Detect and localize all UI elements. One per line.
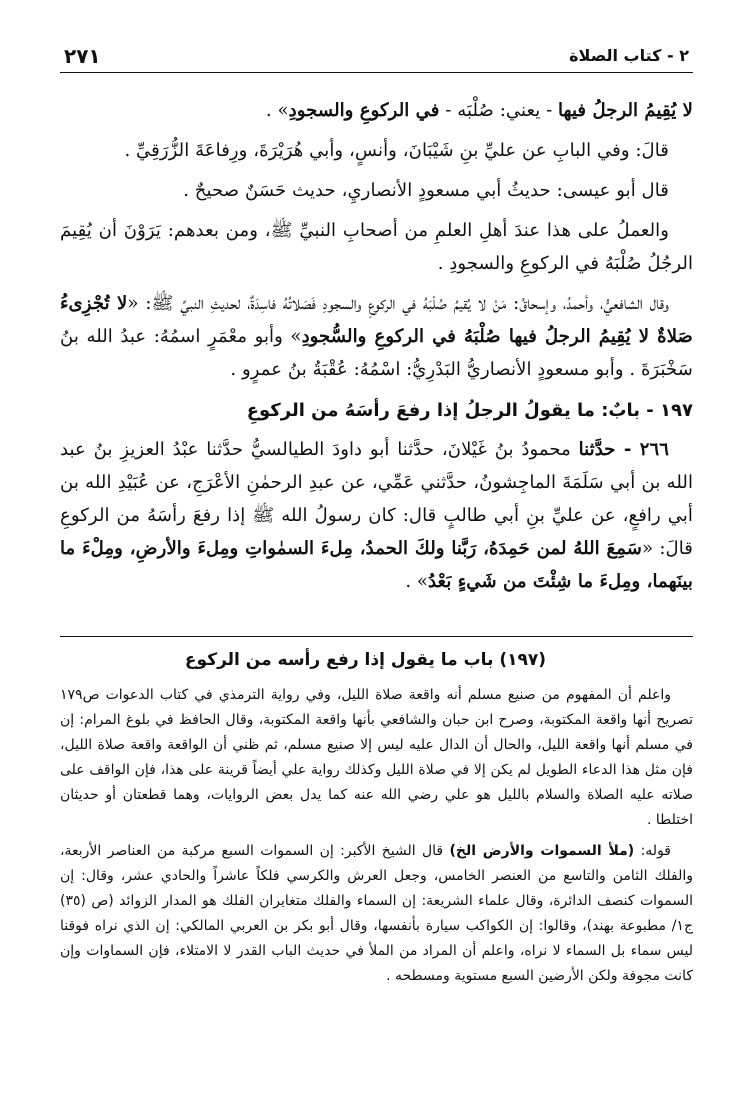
main-paragraph <box>60 94 693 127</box>
commentary-lemma: (ملأ السموات والأرض الخ) <box>449 843 635 859</box>
main-paragraph: قال أبو عيسى: حديثُ أبي مسعودٍ الأنصاريِ، حديث حَسَنٌ صحيحٌ . <box>183 180 669 201</box>
inline-text: » . <box>405 571 429 592</box>
main-text <box>60 94 693 605</box>
commentary-paragraph <box>60 839 693 989</box>
commentary-paragraph: واعلم أن المفهوم من صنيع مسلم أنه واقعة صلاة الليل، وفي رواية الترمذي في كتاب الدعوات ص١٧٩ تصريح أنها واقعة المكتوبة، وصرح ابن حبان والشافعي بأنها واقعة المكتوبة، وقال الحافظ في بلوغ المرام: إن في مسلم أنها واقعة الليل، والحال أن الدال عليه ليس إلا صنيع مسلم، ثم ظني أن الواقعة واقعة صلاة الليل، فإن مثل هذا الدعاء الطويل لم يكن إلا في صلاة الليل وكذلك رواية علي أيضاً قرينة على هذا، فإن الواقف على صلاته عليه الصلاة والسلام بالليل هو علي رضي الله عنه كما يدل بعض الروايات، وهما قطعتان أو حديثان اختلطا . <box>60 687 693 828</box>
running-header <box>60 42 693 73</box>
chapter-heading: ١٩٧ - بابٌ: ما يقولُ الرجلُ إذا رفعَ رأسَهُ من الركوعِ <box>246 400 693 421</box>
inline-text: قوله: <box>634 843 671 859</box>
inline-text: » وأبو معْمَرٍ اسمُهُ: عبدُ الله بنُ سَخْبَرَةَ . وأبو مسعودٍ الأنصاريُّ البَدْرِيُّ: اسْمُهُ: عُقْبَةُ بنُ عمرٍو . <box>60 326 693 380</box>
inline-text: وقال الشافعيُّ، وأحمدُ، وإسحاقُ: مَنْ لا يُقيمُ صُلْبَهُ في الركوعِ والسجودِ فَصَلاتُهُ فاسِدَةٌ، لحديثِ النبيِّ ﷺ: « <box>127 293 669 314</box>
hadith-isnad: محمودُ بنُ غَيْلانَ، حدَّثنا أبو داودَ الطيالسيُّ حدَّثنا عبْدُ العزيزِ بنُ عبد الله بن أبي سَلَمَةَ الماجِشونُ، حدَّثني عَمِّي، عن عبدِ الرحمٰنِ الأعْرَجِ، عن عُبَيْدِ الله بن أبي رافعٍ، عن عليِّ بنِ أبي طالبٍ قال: كان رسولُ الله ﷺ إذا رفعَ رأسَهُ من الركوعِ قالَ: « <box>60 439 693 559</box>
inline-text: قال الشيخ الأكبر: إن السموات السبع مركبة من العناصر الأربعة، والفلك الثامن والتاسع من العنصر الخامس، وجعل العرش والكرسي فلكاً عاشراً والحادي عشر، وقال: إن السموات كنصف الدائرة، وقال علماء الشريعة: إن السماء والفلك متغايران الفلك هو المدار الزوائد (ص (٣٥) ج١/ مطبوعة بهند)، وقالوا: إن الكواكب سيارة بأنفسها، وقال أبو بكر بن العربي المالكي: إن الذي نراه فوقنا ليس سماء بل السماء لا نراه، واعلم أن المراد من الملأ في حديث الباب القدر لا الامتلاء، فإن السماوات وإن كانت مجوفة ولكن الأرضين السبع مستوية ومسطحه . <box>60 843 693 984</box>
commentary-title: (١٩٧) باب ما يقول إذا رفع رأسه من الركوع <box>184 650 547 670</box>
main-paragraph: قالَ: وفي البابِ عن عليِّ بنِ شَيْبَانَ، وأنسٍ، وأبي هُرَيْرَةَ، ورِفاعَةَ الزُّرَقِيِّ . <box>124 140 669 161</box>
hadith-matn: سَمِعَ اللهُ لمن حَمِدَهُ، رَبَّنا ولكَ الحمدُ، مِلءَ السمٰواتِ ومِلءَ والأرضِ، ومِلْءَ ما بينَهما، ومِلءَ ما شِئْتَ من شَيءٍ بَعْدُ <box>60 538 693 592</box>
quoted-text-bold: في الركوعِ والسجودِ <box>288 100 440 121</box>
hadith-paragraph <box>60 433 693 598</box>
main-paragraph <box>60 287 693 386</box>
inline-text: » . <box>265 100 289 121</box>
quoted-text-bold: لا يُقِيمُ الرجلُ فيها <box>558 100 693 121</box>
hadith-number: ٢٦٦ - حدَّثنا <box>578 439 669 460</box>
running-title: ٢ - كتاب الصلاة <box>569 46 689 65</box>
main-paragraph: والعملُ على هذا عندَ أهلِ العلمِ من أصحابِ النبيِّ ﷺ، ومن بعدهم: يَرَوْنَ أن يُقِيمَ الرجُلُ صُلْبَهُ في الركوعِ والسجودِ . <box>60 220 693 274</box>
inline-text: - يعني: صُلْبَه - <box>439 100 559 121</box>
commentary-section <box>60 648 693 995</box>
hadith-quote-bold: لا تُجْزِىءُ صَلاةٌ لا يُقِيمُ الرجلُ فيها صُلْبَهُ في الركوعِ والسُّجودِ <box>60 293 693 347</box>
page-number: ٢٧١ <box>64 44 101 68</box>
footnote-separator <box>60 636 693 637</box>
